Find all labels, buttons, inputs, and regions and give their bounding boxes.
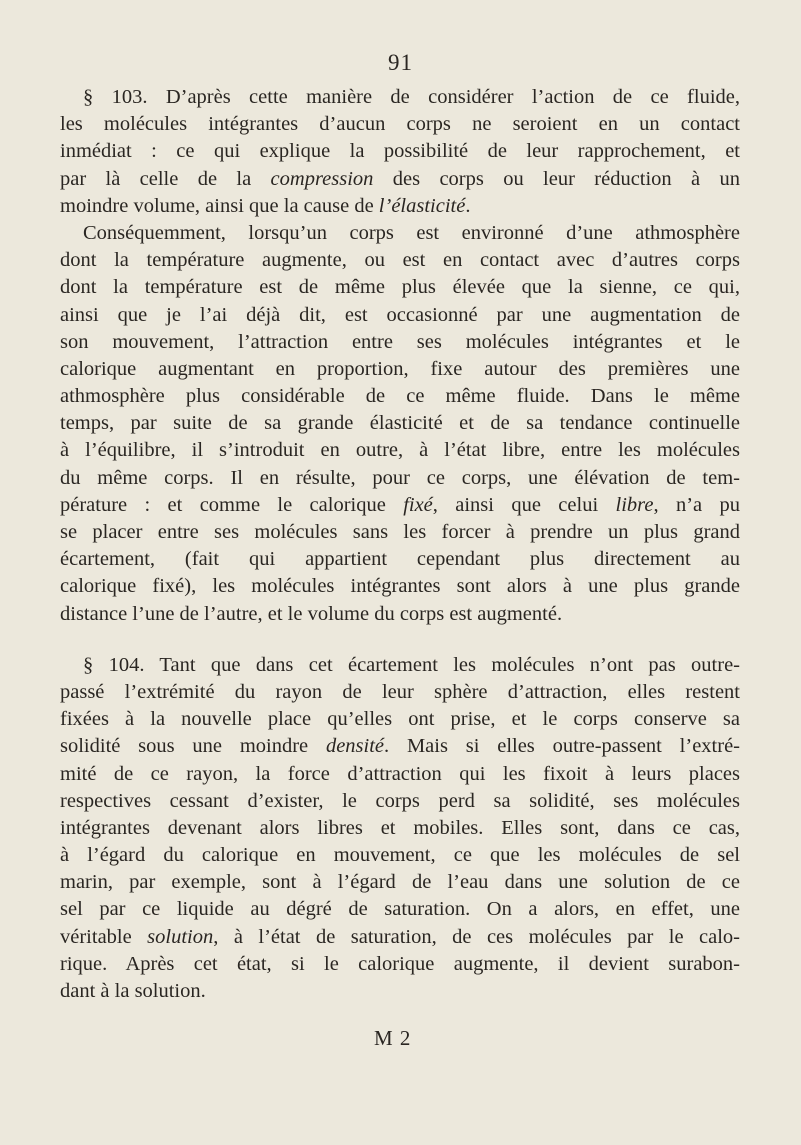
text-line	[60, 519, 740, 546]
text-line	[60, 546, 740, 573]
text-run: moindre volume, ainsi que la cause de	[60, 194, 379, 217]
text-run: par là celle de la	[60, 167, 271, 190]
signature-mark: M 2	[374, 1026, 412, 1050]
italic-term: l’élasticité	[378, 194, 466, 217]
text-run: des corps ou leur réduction à un	[373, 167, 740, 190]
italic-term: libre	[615, 493, 654, 516]
text-line	[60, 111, 740, 138]
text-line	[60, 410, 740, 437]
text-run: les molécules intégrantes d’aucun corps ne seroient en un contact	[60, 113, 740, 136]
italic-term: solution	[147, 925, 214, 948]
text-line	[60, 924, 740, 951]
italic-term: densité	[325, 735, 385, 758]
text-run: écartement, (fait qui appartient cependant plus directement au	[60, 548, 740, 571]
italic-term: compression	[270, 167, 374, 190]
text-line	[60, 437, 740, 464]
text-run: . Mais si elles outre-passent l’extré-	[384, 735, 740, 758]
text-line	[60, 193, 740, 220]
body-text	[60, 84, 740, 1005]
text-line	[60, 274, 740, 301]
text-run: intégrantes devenant alors libres et mobiles. Elles sont, dans ce cas,	[60, 816, 740, 839]
text-run: marin, par exemple, sont à l’égard de l’eau dans une solution de ce	[60, 871, 740, 894]
text-run: dont la température augmente, ou est en contact avec d’autres corps	[60, 249, 740, 272]
text-line	[60, 302, 740, 329]
text-run: Conséquemment, lorsqu’un corps est environné d’une athmosphère	[83, 221, 740, 244]
text-run: se placer entre ses molécules sans les forcer à prendre un plus grand	[60, 521, 740, 543]
text-line	[60, 706, 740, 733]
italic-term: fixé	[403, 493, 433, 516]
text-run: calorique augmentant en proportion, fixe autour des premières une	[60, 357, 740, 380]
text-line	[60, 652, 740, 679]
text-run: mité de ce rayon, la force d’attraction qui les fixoit à leurs places	[60, 762, 740, 785]
paragraph	[60, 652, 740, 1005]
text-run: dont la température est de même plus élevée que la sienne, ce qui,	[60, 276, 740, 299]
text-line	[60, 896, 740, 923]
text-line	[60, 978, 740, 1005]
text-line	[60, 869, 740, 896]
text-run: ainsi que je l’ai déjà dit, est occasionné par une augmentation de	[60, 303, 740, 326]
text-line	[60, 247, 740, 274]
text-run: temps, par suite de sa grande élasticité et de sa tendance continuelle	[60, 412, 740, 435]
text-line	[60, 465, 740, 492]
text-run: pérature : et comme le calorique	[60, 493, 404, 516]
text-line	[60, 842, 740, 869]
text-run: , à l’état de saturation, de ces molécules par le calo-	[213, 925, 740, 948]
text-line	[60, 138, 740, 165]
paragraph-gap	[60, 628, 740, 652]
text-line	[60, 815, 740, 842]
text-line	[60, 329, 740, 356]
text-line	[60, 733, 740, 760]
text-run: fixées à la nouvelle place qu’elles ont prise, et le corps conserve sa	[60, 708, 740, 731]
text-line	[60, 220, 740, 247]
text-run: du même corps. Il en résulte, pour ce corps, une élévation de tem-	[60, 466, 740, 489]
paragraph	[60, 220, 740, 628]
text-line	[60, 761, 740, 788]
text-run: dant à la solution.	[60, 980, 206, 1002]
text-line	[60, 951, 740, 978]
text-line	[60, 166, 740, 193]
text-line	[60, 679, 740, 706]
text-run: véritable	[60, 925, 148, 948]
text-run: distance l’une de l’autre, et le volume du corps est augmenté.	[60, 602, 563, 625]
text-run: passé l’extrémité du rayon de leur sphère d’attraction, elles restent	[60, 680, 740, 703]
text-line	[60, 601, 740, 628]
text-line	[60, 492, 740, 519]
text-line	[60, 573, 740, 600]
text-run: à l’égard du calorique en mouvement, ce que les molécules de sel	[60, 844, 740, 867]
text-run: respectives cessant d’exister, le corps perd sa solidité, ses molécules	[60, 789, 740, 812]
page-number: 91	[388, 50, 413, 75]
text-run: son mouvement, l’attraction entre ses molécules intégrantes et le	[60, 330, 740, 353]
text-run: rique. Après cet état, si le calorique augmente, il devient surabon-	[60, 952, 740, 975]
text-run: calorique fixé), les molécules intégrantes sont alors à une plus grande	[60, 575, 740, 598]
text-line	[60, 356, 740, 383]
text-run: solidité sous une moindre	[60, 735, 326, 758]
text-line	[60, 788, 740, 815]
text-run: § 104. Tant que dans cet écartement les molécules n’ont pas outre-	[83, 653, 740, 676]
text-run: sel par ce liquide au dégré de saturation. On a alors, en effet, une	[60, 898, 740, 921]
text-run: .	[465, 194, 471, 217]
text-run: , ainsi que celui	[432, 493, 616, 516]
text-run: inmédiat : ce qui explique la possibilité de leur rapprochement, et	[60, 140, 740, 163]
text-line	[60, 84, 740, 111]
text-line	[60, 383, 740, 410]
text-run: , n’a pu	[653, 493, 740, 516]
text-run: à l’équilibre, il s’introduit en outre, à l’état libre, entre les molécules	[60, 439, 740, 462]
paragraph	[60, 84, 740, 220]
text-run: § 103. D’après cette manière de considérer l’action de ce fluide,	[83, 86, 740, 108]
text-run: athmosphère plus considérable de ce même fluide. Dans le même	[60, 385, 740, 408]
